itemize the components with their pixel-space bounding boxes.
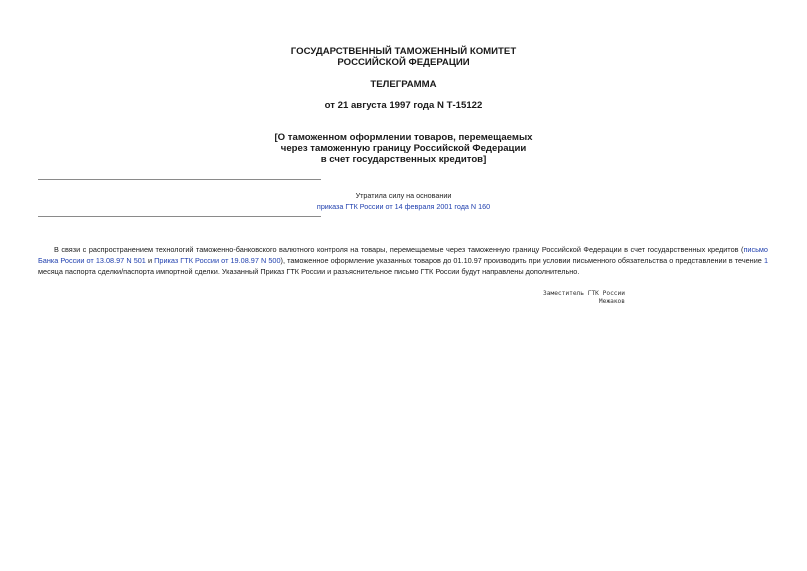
- signer-name: Межаков: [598, 298, 625, 305]
- divider-bottom: [38, 216, 321, 217]
- issuing-organization: [200, 46, 607, 68]
- org-line-2: РОССИЙСКОЙ ФЕДЕРАЦИИ: [337, 57, 470, 68]
- document-type: ТЕЛЕГРАММА: [370, 79, 437, 90]
- org-line-1: ГОСУДАРСТВЕННЫЙ ТАМОЖЕННЫЙ КОМИТЕТ: [290, 46, 517, 57]
- bank-letter-link[interactable]: письмо Банка России от 13.08.97 N 501: [38, 245, 768, 266]
- title-line-1: [О таможенном оформлении товаров, перемещаемых: [274, 132, 533, 143]
- status-note: Утратила силу на основании: [355, 191, 452, 200]
- signer-position: Заместитель ГТК России: [543, 290, 625, 297]
- gtk-order-link[interactable]: Приказ ГТК России от 19.08.97 N 500: [154, 256, 281, 266]
- document-date-number: от 21 августа 1997 года N Т-15122: [324, 100, 483, 111]
- divider-top: [38, 179, 321, 180]
- signature-block: [500, 290, 625, 306]
- body-text-part-3: ), таможенное оформление указанных товаров до 01.10.97 производить при условии письменного обязательства о представлении в течение: [280, 256, 764, 266]
- title-line-2: через таможенную границу Российской Федерации: [280, 143, 527, 154]
- document-title: [200, 132, 607, 165]
- body-text-part-1: В связи с распространением технологий таможенно-банковского валютного контроля на товары, перемещаемые через таможенную границу Российской Федерации в счет государственных кредитов (: [54, 245, 744, 255]
- repeal-order-link[interactable]: приказа ГТК России от 14 февраля 2001 года N 160: [316, 202, 491, 211]
- body-text-part-4: месяца паспорта сделки/паспорта импортной сделки. Указанный Приказ ГТК России и разъяснительное письмо ГТК России будут направлены дополнительно.: [38, 267, 580, 277]
- term-link[interactable]: 1: [763, 256, 768, 266]
- body-text-part-2: и: [145, 256, 155, 266]
- body-paragraph: [38, 244, 768, 277]
- status-link-row: [200, 202, 607, 212]
- title-line-3: в счет государственных кредитов]: [320, 154, 487, 165]
